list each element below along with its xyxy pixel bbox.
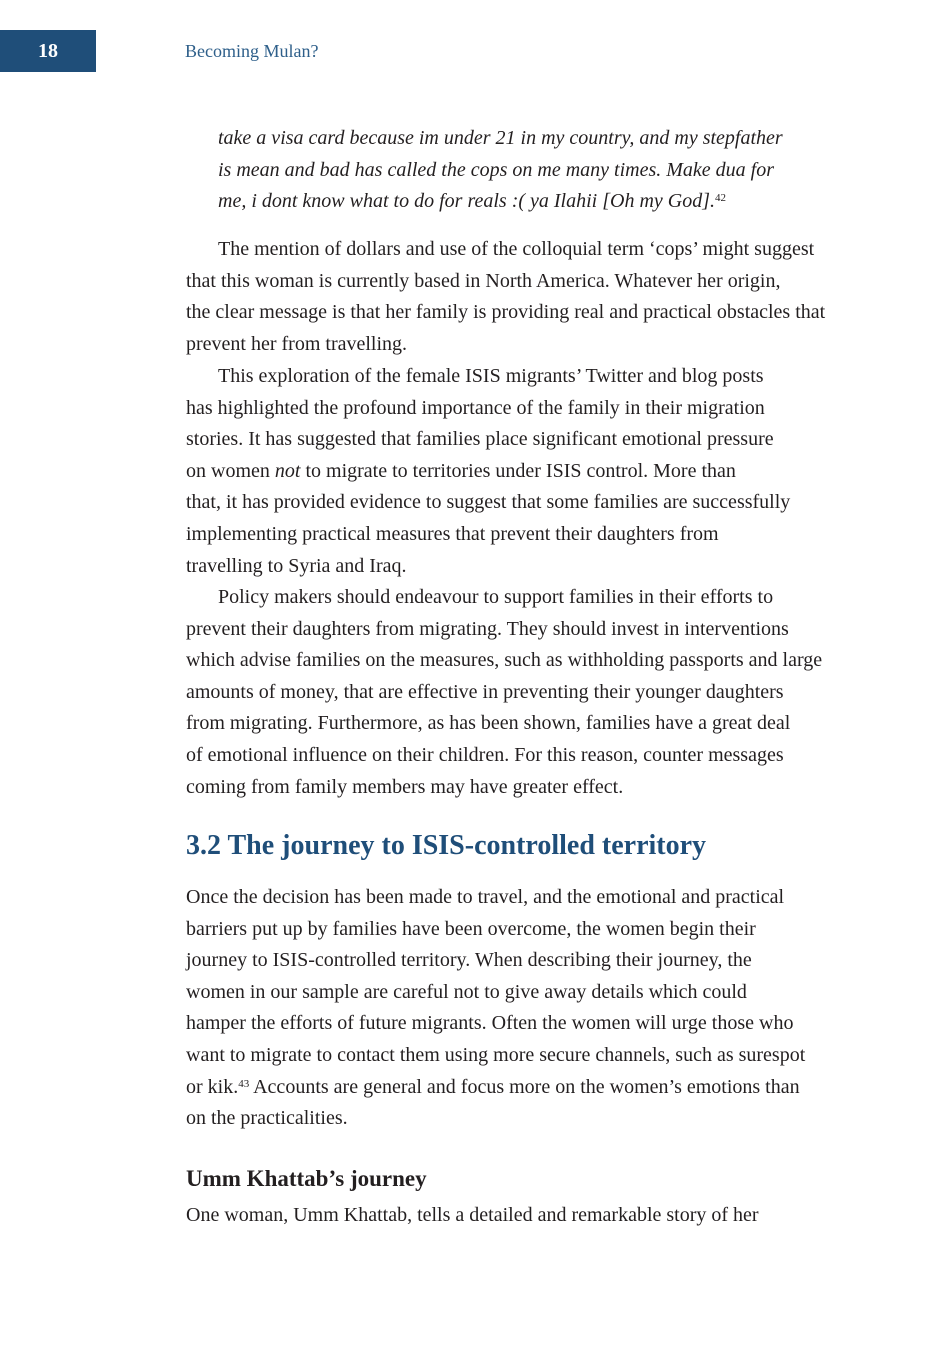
text-run: to migrate to territories under ISIS control. More than [300, 459, 736, 482]
quote-line-text: me, i dont know what to do for reals :( ya Ilahii [Oh my God]. [218, 190, 716, 213]
paragraph-line: that, it has provided evidence to suggest that some families are successfully [186, 491, 791, 514]
paragraph-line: coming from family members may have greater effect. [186, 775, 624, 798]
paragraph-line: travelling to Syria and Iraq. [186, 554, 407, 577]
paragraph-line: want to migrate to contact them using more secure channels, such as surespot [186, 1043, 806, 1066]
section-heading: 3.2 The journey to ISIS-controlled territory [186, 830, 707, 861]
paragraph-line: has highlighted the profound importance of the family in their migration [186, 396, 765, 419]
subsection-heading: Umm Khattab’s journey [186, 1166, 427, 1191]
paragraph [186, 1200, 826, 1232]
text-run: on women [186, 459, 275, 482]
paragraph-line: that this woman is currently based in North America. Whatever her origin, [186, 269, 781, 292]
block-quote [218, 123, 818, 218]
text-run: Accounts are general and focus more on the women’s emotions than [249, 1075, 800, 1098]
running-header-title: Becoming Mulan? [185, 41, 319, 61]
footnote-ref: 43 [238, 1077, 250, 1090]
paragraph-line [186, 1072, 826, 1104]
paragraph-line: This exploration of the female ISIS migrants’ Twitter and blog posts [218, 365, 764, 387]
footnote-ref: 42 [715, 192, 727, 205]
paragraph-line: amounts of money, that are effective in preventing their younger daughters [186, 680, 784, 703]
paragraph-line: Once the decision has been made to travel, and the emotional and practical [186, 886, 785, 908]
paragraph-line: implementing practical measures that prevent their daughters from [186, 522, 719, 545]
paragraph [186, 882, 826, 1135]
paragraph-line: of emotional influence on their children. For this reason, counter messages [186, 743, 784, 766]
paragraph-line: women in our sample are careful not to give away details which could [186, 980, 747, 1003]
paragraph-line: prevent her from travelling. [186, 332, 408, 355]
paragraph-line: One woman, Umm Khattab, tells a detailed and remarkable story of her [186, 1204, 759, 1226]
paragraph-line: hamper the efforts of future migrants. Often the women will urge those who [186, 1012, 794, 1035]
quote-line: take a visa card because im under 21 in my country, and my stepfather [218, 127, 783, 149]
paragraph-line: from migrating. Furthermore, as has been shown, families have a great deal [186, 712, 791, 735]
paragraph-line: stories. It has suggested that families place significant emotional pressure [186, 428, 774, 451]
paragraph-line: the clear message is that her family is providing real and practical obstacles that [186, 301, 826, 324]
quote-line: is mean and bad has called the cops on me many times. Make dua for [218, 158, 775, 181]
page-number: 18 [0, 30, 96, 72]
text-run: or kik. [186, 1075, 239, 1098]
paragraph-line: prevent their daughters from migrating. They should invest in interventions [186, 617, 789, 640]
paragraph [186, 582, 826, 803]
emphasis: not [274, 459, 301, 482]
paragraph-line [186, 456, 826, 488]
paragraph-line: Policy makers should endeavour to support families in their efforts to [218, 586, 774, 608]
paragraph-line: journey to ISIS-controlled territory. When describing their journey, the [186, 949, 752, 972]
paragraph [186, 361, 826, 582]
paragraph [186, 234, 826, 360]
paragraph-line: The mention of dollars and use of the colloquial term ‘cops’ might suggest [218, 238, 815, 260]
paragraph-line: which advise families on the measures, such as withholding passports and large [186, 649, 823, 672]
quote-line [218, 186, 818, 218]
paragraph-line: on the practicalities. [186, 1107, 348, 1130]
paragraph-line: barriers put up by families have been overcome, the women begin their [186, 917, 756, 940]
